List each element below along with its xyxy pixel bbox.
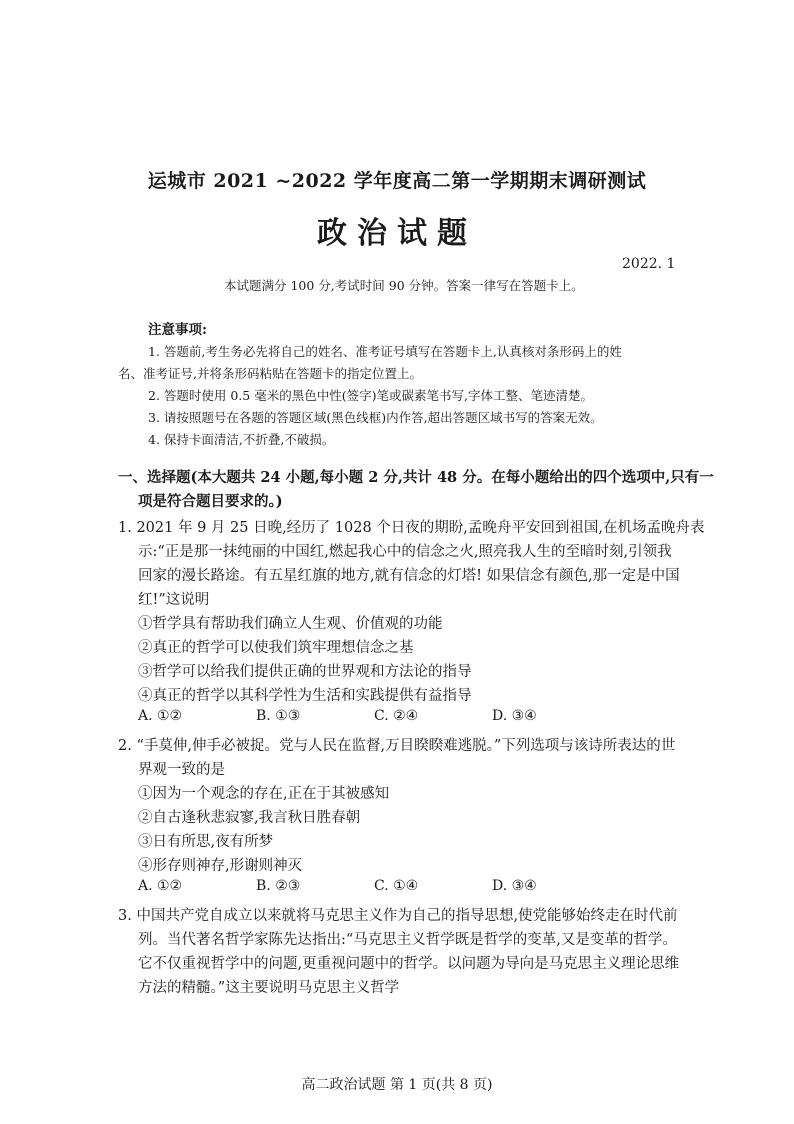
question-1-text: 红!”这说明: [138, 592, 210, 608]
exam-title: 运城市 2021 ~2022 学年度高二第一学期期末调研测试: [147, 170, 647, 192]
question-1-text: 回家的漫长路途。有五星红旗的地方,就有信念的灯塔! 如果信念有颜色,那一定是中国: [138, 568, 680, 584]
option-a: A. ①②: [138, 878, 183, 894]
notice-item: 名、准考证号,并将条形码粘贴在答题卡的指定位置上。: [118, 366, 422, 381]
question-2-statement: ③日有所思,夜有所梦: [138, 834, 274, 850]
question-3-text: 列。当代著名哲学家陈先达指出:“马克思主义哲学既是哲学的变革,又是变革的哲学。: [138, 932, 677, 948]
question-1-text: 1. 2021 年 9 月 25 日晚,经历了 1028 个日夜的期盼,孟晚舟平安回到祖国,在机场孟晚舟表: [118, 520, 705, 536]
exam-intro: 本试题满分 100 分,考试时间 90 分钟。答案一律写在答题卡上。: [224, 278, 584, 293]
notice-item: 2. 答题时使用 0.5 毫米的黑色中性(签字)笔或碳素笔书写,字体工整、笔迹清楚。: [148, 388, 593, 403]
question-1-statement: ②真正的哲学可以使我们筑牢理想信念之基: [138, 640, 414, 656]
question-1-statement: ④真正的哲学以其科学性为生活和实践提供有益指导: [138, 688, 472, 704]
exam-date: 2022. 1: [622, 256, 676, 272]
question-3-text: 3. 中国共产党自成立以来就将马克思主义作为自己的指导思想,使党能够始终走在时代前: [118, 908, 678, 924]
question-2-text: 界观一致的是: [138, 762, 225, 778]
question-2-text: 2. “手莫伸,伸手必被捉。党与人民在监督,万目睽睽难逃脱。”下列选项与该诗所表达的世: [118, 738, 676, 754]
question-2-statement: ②自古逢秋悲寂寥,我言秋日胜春朝: [138, 810, 361, 826]
notice-item: 1. 答题前,考生务必先将自己的姓名、准考证号填写在答题卡上,认真核对条形码上的姓: [148, 344, 622, 359]
option-c: C. ①④: [374, 878, 419, 894]
option-b: B. ①③: [256, 708, 301, 724]
option-d: D. ③④: [492, 708, 537, 724]
question-2-statement: ④形存则神存,形谢则神灭: [138, 858, 303, 874]
question-1-statement: ①哲学具有帮助我们确立人生观、价值观的功能: [138, 616, 443, 632]
notice-title: 注意事项:: [148, 322, 207, 338]
notice-item: 4. 保持卡面清洁,不折叠,不破损。: [148, 432, 335, 447]
section-heading: 项是符合题目要求的。): [138, 493, 283, 510]
exam-subtitle: 政治试题: [317, 216, 477, 251]
question-1-text: 示:“正是那一抹纯丽的中国红,燃起我心中的信念之火,照亮我人生的至暗时刻,引领我: [138, 544, 672, 560]
question-2-statement: ①因为一个观念的存在,正在于其被感知: [138, 786, 390, 802]
page-footer: 高二政治试题 第 1 页(共 8 页): [301, 1077, 493, 1093]
notice-item: 3. 请按照题号在各题的答题区域(黑色线框)内作答,超出答题区域书写的答案无效。: [148, 410, 603, 425]
question-1-statement: ③哲学可以给我们提供正确的世界观和方法论的指导: [138, 664, 472, 680]
option-b: B. ②③: [256, 878, 301, 894]
section-heading: 一、选择题(本大题共 24 小题,每小题 2 分,共计 48 分。在每小题给出的四个选项中,只有一: [118, 469, 714, 486]
question-3-text: 方法的精髓。”这主要说明马克思主义哲学: [138, 980, 400, 996]
option-c: C. ②④: [374, 708, 419, 724]
question-3-text: 它不仅重视哲学中的问题,更重视问题中的哲学。以问题为导向是马克思主义理论思维: [138, 956, 680, 972]
option-a: A. ①②: [138, 708, 183, 724]
option-d: D. ③④: [492, 878, 537, 894]
